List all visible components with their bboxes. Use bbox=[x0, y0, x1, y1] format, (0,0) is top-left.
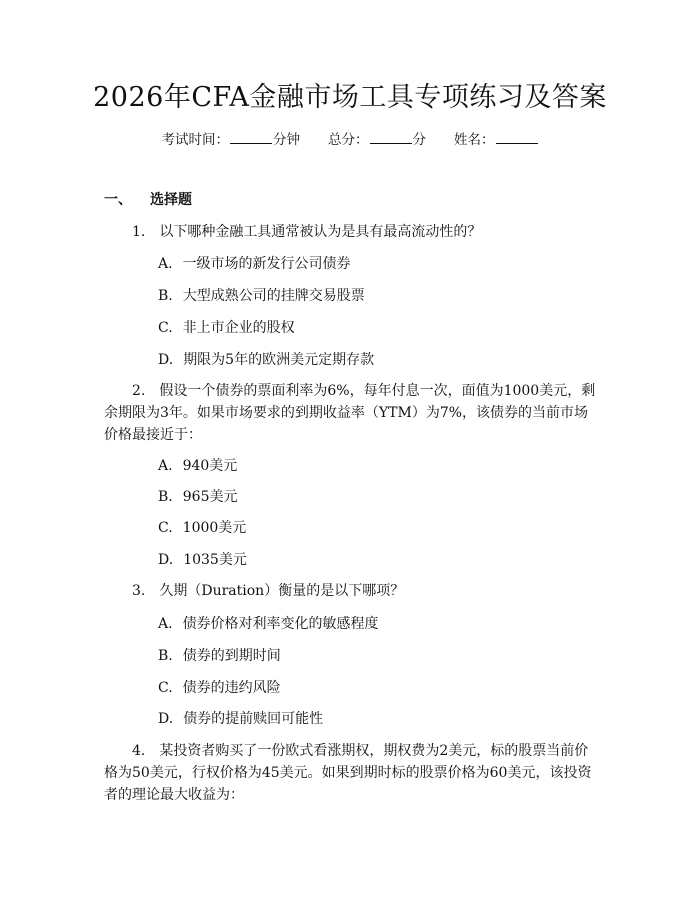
option-1d bbox=[158, 350, 374, 370]
option-letter: D. bbox=[158, 552, 174, 568]
question-4 bbox=[104, 740, 600, 806]
question-text: 假设一个债券的票面利率为6%，每年付息一次，面值为1000美元，剩余期限为3年。如果市场要求的到期收益率（YTM）为7%，该债券的当前市场价格最接近于： bbox=[104, 383, 596, 443]
score-blank bbox=[370, 131, 412, 144]
option-text: 940美元 bbox=[182, 458, 238, 474]
option-letter: A. bbox=[158, 256, 173, 272]
score-label: 总分： bbox=[328, 132, 369, 148]
option-1b bbox=[158, 286, 365, 306]
question-1 bbox=[104, 221, 600, 243]
option-1c bbox=[158, 318, 295, 338]
time-unit: 分钟 bbox=[273, 132, 300, 148]
option-text: 期限为5年的欧洲美元定期存款 bbox=[183, 352, 375, 368]
option-letter: B. bbox=[158, 648, 173, 664]
score-unit: 分 bbox=[412, 132, 426, 148]
question-number: 3. bbox=[132, 583, 146, 599]
section-heading bbox=[104, 190, 192, 210]
option-text: 大型成熟公司的挂牌交易股票 bbox=[182, 288, 365, 304]
question-number: 2. bbox=[132, 383, 146, 399]
question-3 bbox=[104, 580, 600, 602]
option-2b bbox=[158, 487, 237, 507]
option-letter: B. bbox=[158, 489, 173, 505]
option-3d bbox=[158, 709, 323, 729]
name-blank bbox=[496, 131, 538, 144]
name-label: 姓名： bbox=[454, 132, 495, 148]
time-blank bbox=[230, 131, 272, 144]
student-name bbox=[454, 130, 539, 150]
option-text: 债券的到期时间 bbox=[182, 648, 281, 664]
option-2a bbox=[158, 456, 237, 476]
option-2d bbox=[158, 550, 247, 570]
option-text: 965美元 bbox=[182, 489, 238, 505]
option-text: 债券价格对利率变化的敏感程度 bbox=[182, 616, 379, 632]
question-number: 4. bbox=[132, 743, 146, 759]
time-label: 考试时间： bbox=[161, 132, 229, 148]
option-3c bbox=[158, 678, 281, 698]
option-text: 1000美元 bbox=[182, 520, 247, 536]
question-2 bbox=[104, 380, 600, 446]
option-letter: C. bbox=[158, 320, 173, 336]
total-score bbox=[328, 130, 426, 150]
option-1a bbox=[158, 254, 351, 274]
option-letter: A. bbox=[158, 458, 173, 474]
exam-time bbox=[162, 130, 301, 150]
option-3a bbox=[158, 614, 379, 634]
question-number: 1. bbox=[132, 224, 146, 240]
option-letter: C. bbox=[158, 680, 173, 696]
option-text: 一级市场的新发行公司债券 bbox=[182, 256, 351, 272]
option-letter: D. bbox=[158, 352, 174, 368]
option-letter: B. bbox=[158, 288, 173, 304]
section-title: 选择题 bbox=[150, 192, 192, 208]
option-letter: C. bbox=[158, 520, 173, 536]
option-text: 非上市企业的股权 bbox=[182, 320, 295, 336]
exam-meta-line bbox=[0, 130, 700, 150]
option-text: 1035美元 bbox=[183, 552, 247, 568]
document-title: 2026年CFA金融市场工具专项练习及答案 bbox=[93, 82, 607, 113]
option-text: 债券的违约风险 bbox=[182, 680, 281, 696]
option-letter: D. bbox=[158, 711, 174, 727]
question-text: 以下哪种金融工具通常被认为是具有最高流动性的？ bbox=[159, 224, 482, 240]
option-2c bbox=[158, 518, 246, 538]
option-letter: A. bbox=[158, 616, 173, 632]
section-number: 一、 bbox=[104, 192, 132, 208]
question-text: 久期（Duration）衡量的是以下哪项？ bbox=[159, 583, 405, 599]
option-3b bbox=[158, 646, 281, 666]
question-text: 某投资者购买了一份欧式看涨期权，期权费为2美元，标的股票当前价格为50美元，行权价格为45美元。如果到期时标的股票价格为60美元，该投资者的理论最大收益为： bbox=[104, 743, 592, 803]
option-text: 债券的提前赎回可能性 bbox=[183, 711, 324, 727]
